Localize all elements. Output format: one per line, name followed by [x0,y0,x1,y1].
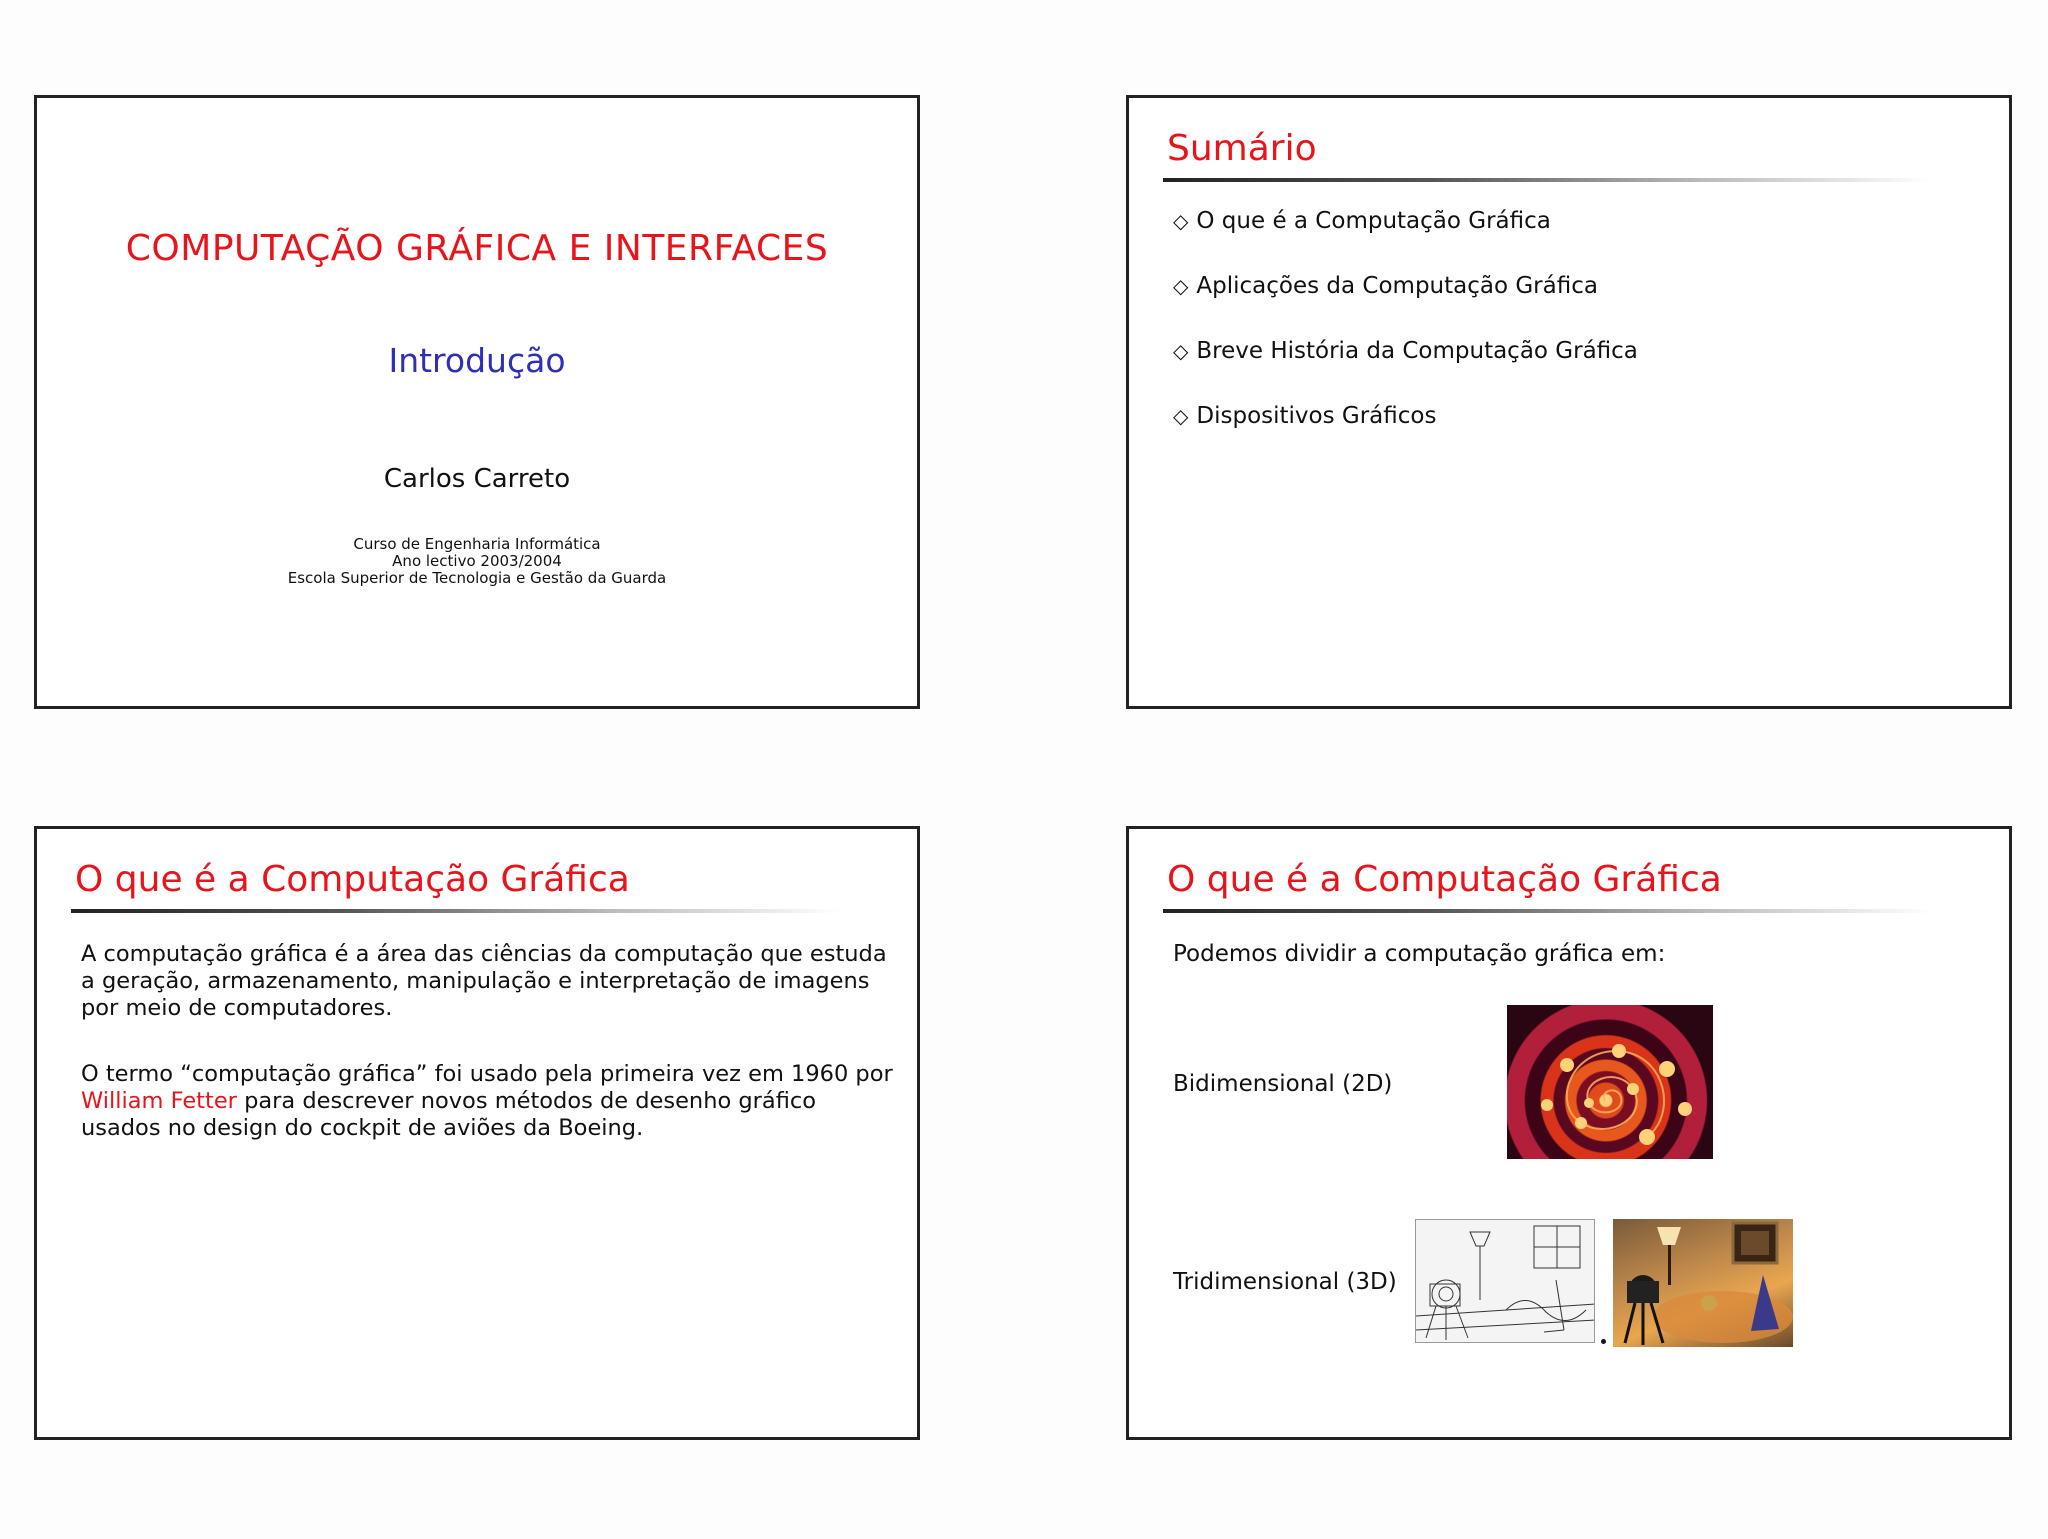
wireframe-render-image [1415,1219,1595,1343]
summary-list [1173,206,1638,466]
list-item-text: Aplicações da Computação Gráfica [1196,273,1598,299]
list-item [1173,336,1638,401]
paragraph-text-start: O termo “computação gráfica” foi usado pela primeira vez em 1960 por [81,1061,893,1087]
author-name: Carlos Carreto [383,464,571,494]
separator-dot [1601,1339,1606,1344]
rendered-scene-art [1613,1219,1793,1347]
list-item-text: Dispositivos Gráficos [1196,403,1437,429]
list-item-text: O que é a Computação Gráfica [1196,208,1551,234]
paragraph-text: A computação gráfica é a área das ciências da computação que estuda a geração, armazenamento, manipulação e interpretação de imagens por meio de computadores. [81,941,887,1021]
heading-underline [1163,178,1933,182]
heading-underline [71,909,841,913]
course-info-line: Curso de Engenharia Informática [353,535,601,553]
slide-definition [34,826,920,1440]
diamond-bullet-icon: ◇ [1173,339,1189,363]
lecture-subtitle: Introdução [388,341,566,380]
person-name: William Fetter [81,1088,237,1114]
rendered-scene-image [1613,1219,1793,1347]
list-item [1173,206,1638,271]
diamond-bullet-icon: ◇ [1173,209,1189,233]
wireframe-scene-art [1416,1220,1595,1343]
diamond-bullet-icon: ◇ [1173,404,1189,428]
label-2d: Bidimensional (2D) [1173,1071,1393,1097]
slide-heading: O que é a Computação Gráfica [75,859,630,900]
slide-heading: Sumário [1167,128,1317,169]
fractal-spiral-image [1507,1005,1713,1159]
course-info-line: Ano lectivo 2003/2004 [392,552,562,570]
slide-summary [1126,95,2012,709]
slide-heading: O que é a Computação Gráfica [1167,859,1722,900]
intro-text: Podemos dividir a computação gráfica em: [1173,941,1666,967]
slide-divisions [1126,826,2012,1440]
label-3d: Tridimensional (3D) [1173,1269,1397,1295]
definition-paragraph [81,941,901,1022]
fractal-spiral-art [1507,1005,1713,1159]
slide-title-page [34,95,920,709]
diamond-bullet-icon: ◇ [1173,274,1189,298]
paragraph-text [81,1061,901,1142]
list-item [1173,401,1638,466]
list-item-text: Breve História da Computação Gráfica [1196,338,1638,364]
course-info [37,536,917,587]
list-item [1173,271,1638,336]
history-paragraph [81,1061,901,1142]
course-info-line: Escola Superior de Tecnologia e Gestão da Guarda [287,569,667,587]
paragraph-text-end: para descrever novos métodos de desenho gráfico usados no design do cockpit de aviões da Boeing. [81,1088,817,1141]
course-title: COMPUTAÇÃO GRÁFICA E INTERFACES [125,228,829,269]
heading-underline [1163,909,1933,913]
